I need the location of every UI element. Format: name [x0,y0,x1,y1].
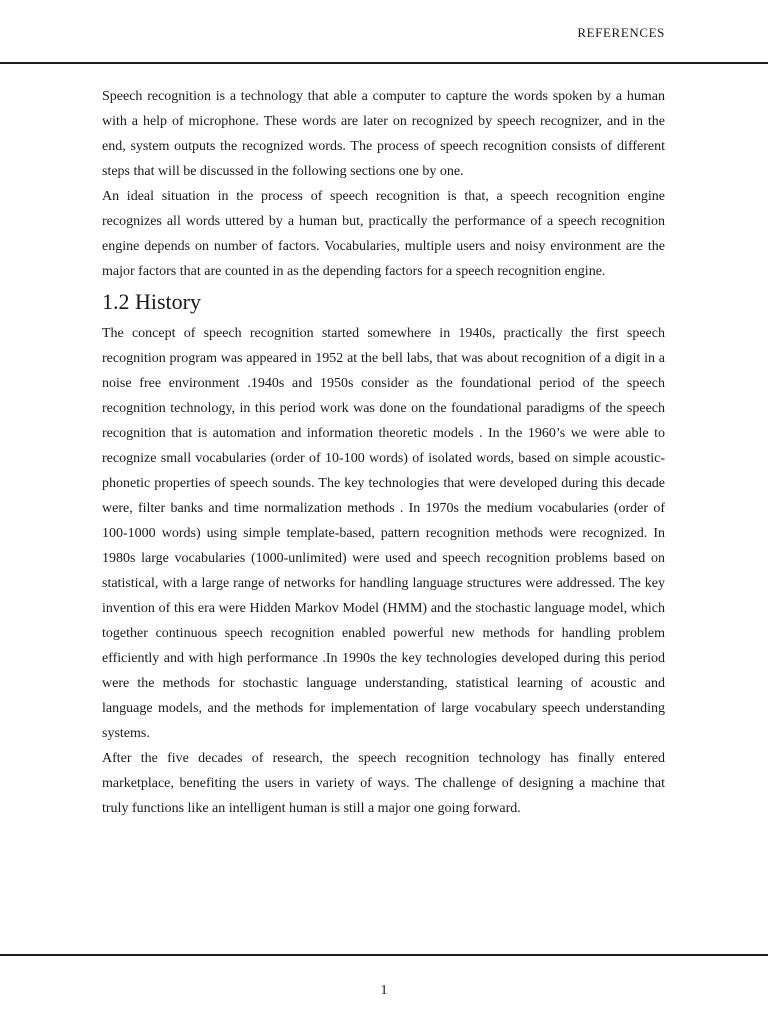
history-paragraph-2: After the five decades of research, the speech recognition technology has finally entered marketplace, benefiting the users in variety of ways. The challenge of designing a machine that truly functions like an intelligent human is still a major one going forward. [102,751,665,816]
intro-paragraph-2: An ideal situation in the process of speech recognition is that, a speech recognition engine recognizes all words uttered by a human but, practically the performance of a speech recognition engine depends on number of factors. Vocabularies, multiple users and noisy environment are the major factors that are counted in as the depending factors for a speech recognition engine. [102,189,665,279]
section-heading-history: 1.2 History [102,289,201,314]
header-rule [0,62,768,64]
intro-paragraph-1: Speech recognition is a technology that able a computer to capture the words spoken by a human with a help of microphone. These words are later on recognized by speech recognizer, and in the end, system outputs the recognized words. The process of speech recognition consists of different steps that will be discussed in the following sections one by one. [102,89,665,179]
page-number: 1 [380,983,388,998]
running-header-title: REFERENCES [577,25,665,40]
footer-rule [0,954,768,956]
page-body [102,84,665,821]
history-paragraph-1: The concept of speech recognition started somewhere in 1940s, practically the first speech recognition program was appeared in 1952 at the bell labs, that was about recognition of a digit in a noise free environment .1940s and 1950s consider as the foundational period of the speech recognition technology, in this period work was done on the foundational paradigms of the speech recognition that is automation and information theoretic models . In the 1960’s we were able to recognize small vocabularies (order of 10-100 words) of isolated words, based on simple acoustic-phonetic properties of speech sounds. The key technologies that were developed during this decade were, filter banks and time normalization methods . In 1970s the medium vocabularies (order of 100-1000 words) using simple template-based, pattern recognition methods were recognized. In 1980s large vocabularies (1000-unlimited) were used and speech recognition problems based on statistical, with a large range of networks for handling language structures were addressed. The key invention of this era were Hidden Markov Model (HMM) and the stochastic language model, which together continuous speech recognition enabled powerful new methods for handling problem efficiently and with high performance .In 1990s the key technologies developed during this period were the methods for stochastic language understanding, statistical learning of acoustic and language models, and the methods for implementation of large vocabulary speech understanding systems. [102,326,665,741]
